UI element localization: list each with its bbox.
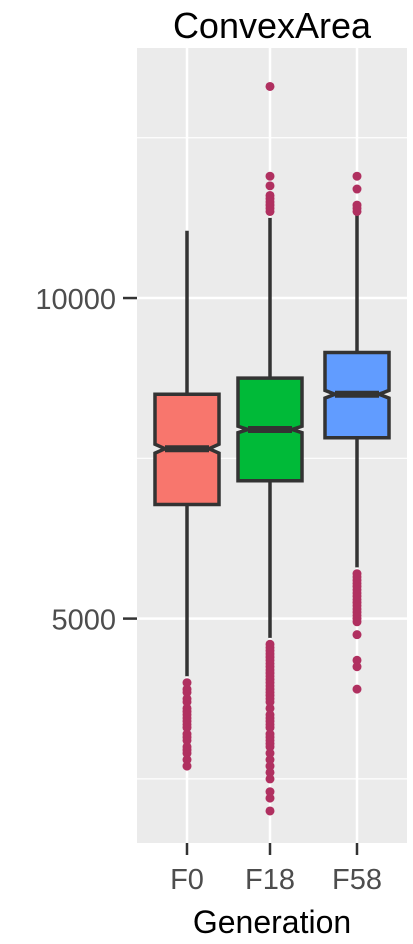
outlier-point <box>266 172 275 181</box>
outlier-point <box>266 794 275 803</box>
outlier-point <box>353 630 362 639</box>
outlier-point <box>353 685 362 694</box>
y-tick-label: 10000 <box>35 284 116 317</box>
x-axis-label: Generation <box>192 904 352 940</box>
outlier-point <box>266 774 275 783</box>
chart-title: ConvexArea <box>172 5 372 46</box>
outlier-point <box>266 82 275 91</box>
outlier-point <box>353 662 362 671</box>
outlier-point <box>266 806 275 815</box>
outlier-point <box>266 207 275 216</box>
outlier-point <box>266 181 275 190</box>
outlier-point <box>353 207 362 216</box>
x-axis <box>170 843 382 896</box>
outlier-point <box>353 185 362 194</box>
outlier-point <box>353 172 362 181</box>
x-tick-label: F18 <box>245 864 295 896</box>
outlier-point <box>183 762 192 771</box>
y-tick-label: 5000 <box>51 604 116 637</box>
x-tick-label: F58 <box>332 864 382 896</box>
outlier-point <box>353 617 362 626</box>
y-axis <box>35 284 137 637</box>
x-tick-label: F0 <box>170 864 204 896</box>
